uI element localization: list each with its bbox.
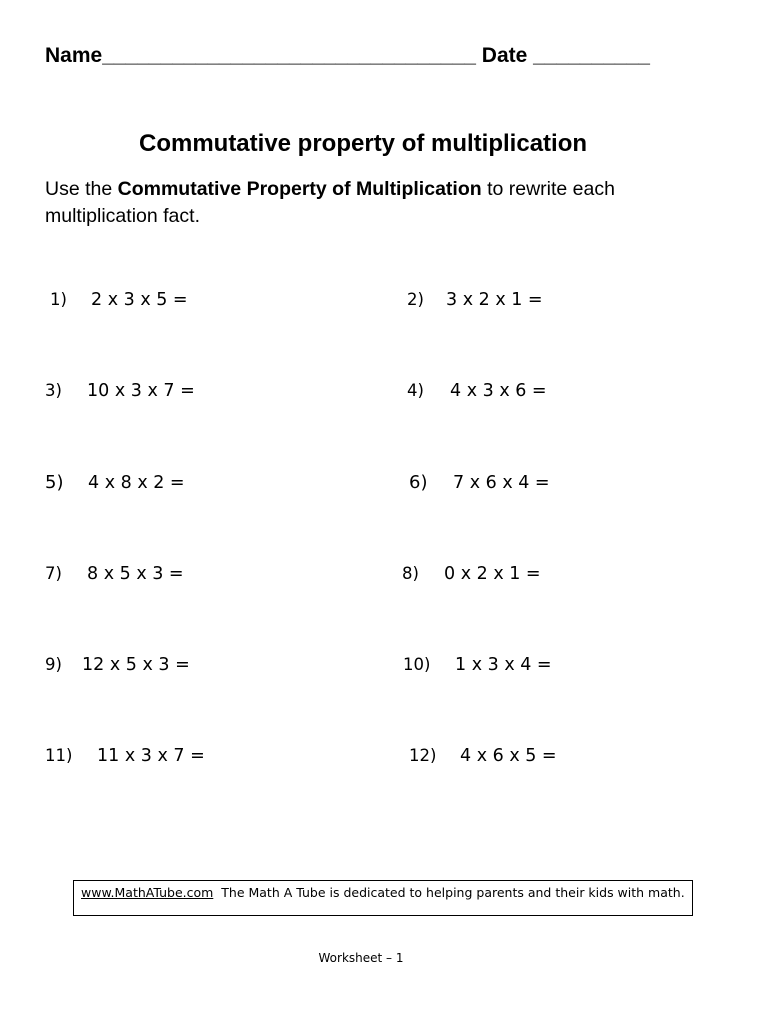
problem-number: 8) [402,564,419,583]
problem-item [50,290,188,310]
problem-number: 7) [45,564,62,583]
problem-number: 9) [45,655,62,674]
problem-item [45,472,185,493]
problem-expression: 7 x 6 x 4 = [453,473,550,493]
problem-number: 12) [409,746,437,765]
problem-item [402,564,541,584]
instructions-prefix: Use the [45,178,118,200]
date-label: Date [481,44,528,67]
instructions-bold: Commutative Property of Multiplication [117,178,482,200]
problem-item [45,655,190,675]
problem-expression: 12 x 5 x 3 = [82,655,190,675]
website-link[interactable]: www.MathATube.com [81,885,214,900]
problem-expression: 4 x 3 x 6 = [450,381,547,401]
name-line[interactable]: ________________________________ [102,44,476,67]
problem-number: 6) [409,472,428,493]
problem-item [45,746,205,766]
problem-number: 11) [45,746,73,765]
problem-item [45,381,195,401]
problem-number: 2) [407,290,424,309]
problem-item [409,746,557,766]
problem-expression: 0 x 2 x 1 = [444,564,541,584]
problem-number: 5) [45,472,64,493]
problem-item [407,381,547,401]
problem-expression: 10 x 3 x 7 = [87,381,195,401]
problem-item [407,290,543,310]
problem-number: 4) [407,381,424,400]
problem-item [45,564,184,584]
problem-expression: 8 x 5 x 3 = [87,564,184,584]
problem-expression: 3 x 2 x 1 = [446,290,543,310]
instructions-suffix: to rewrite each multiplication fact. [45,178,615,227]
footer-description: The Math A Tube is dedicated to helping parents and their kids with math. [221,885,685,900]
page-title: Commutative property of multiplication [138,130,588,157]
worksheet-label: Worksheet – 1 [318,951,404,965]
problem-item [409,472,550,493]
instructions [45,176,685,230]
problem-expression: 4 x 8 x 2 = [88,473,185,493]
problem-expression: 11 x 3 x 7 = [97,746,205,766]
footer-box [73,880,693,916]
problem-expression: 1 x 3 x 4 = [455,655,552,675]
date-line[interactable]: __________ [533,44,650,67]
name-date-header [45,44,650,68]
problem-number: 3) [45,381,62,400]
problem-expression: 4 x 6 x 5 = [460,746,557,766]
name-label: Name [45,44,103,67]
problem-number: 1) [50,290,67,309]
problem-number: 10) [403,655,431,674]
problem-expression: 2 x 3 x 5 = [91,290,188,310]
problem-item [403,655,552,675]
